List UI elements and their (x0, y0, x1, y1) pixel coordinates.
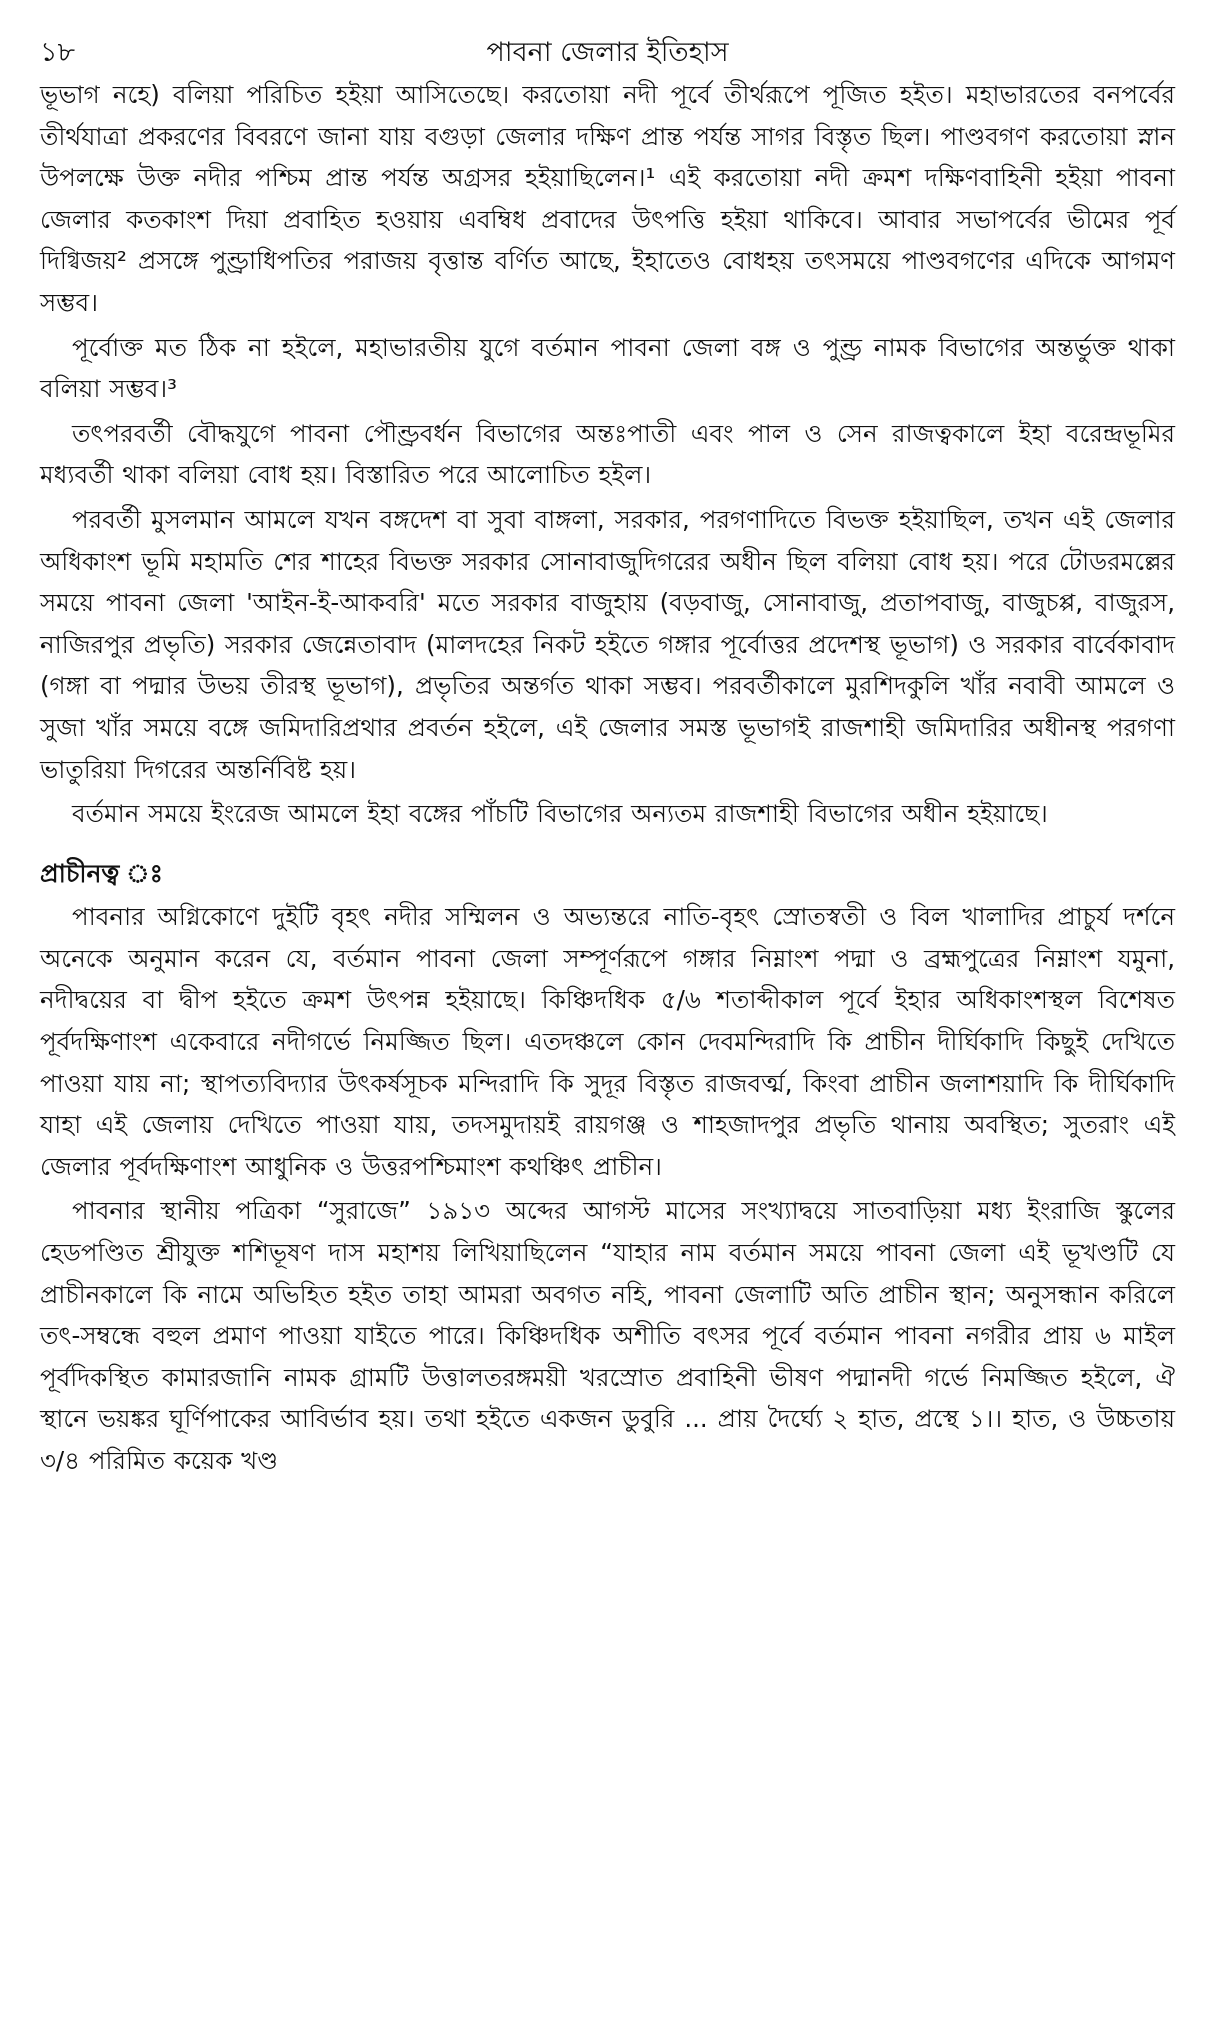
section-heading: প্রাচীনত্ব ঃ (40, 858, 164, 888)
page-body (40, 74, 1175, 1482)
paragraph: ভূভাগ নহে) বলিয়া পরিচিত হইয়া আসিতেছে। করতোয়া নদী পূর্বে তীর্থরূপে পূজিত হইত। মহাভারতের বনপর্বের তীর্থযাত্রা প্রকরণের বিবরণে জানা যায় বগুড়া জেলার দক্ষিণ প্রান্ত পর্যন্ত সাগর বিস্তৃত ছিল। পাণ্ডবগণ করতোয়া স্নান উপলক্ষে উক্ত নদীর পশ্চিম প্রান্ত পর্যন্ত অগ্রসর হইয়াছিলেন।¹ এই করতোয়া নদী ক্রমশ দক্ষিণবাহিনী হইয়া পাবনা জেলার কতকাংশ দিয়া প্রবাহিত হওয়ায় এবম্বিধ প্রবাদের উৎপত্তি হইয়া থাকিবে। আবার সভাপর্বের ভীমের পূর্ব দিগ্বিজয়² প্রসঙ্গে পুণ্ড্রাধিপতির পরাজয় বৃত্তান্ত বর্ণিত আছে, ইহাতেও বোধহয় তৎসময়ে পাণ্ডবগণের এদিকে আগমণ সম্ভব। (40, 80, 1175, 317)
paragraph: পাবনার স্থানীয় পত্রিকা “সুরাজে” ১৯১৩ অব্দের আগস্ট মাসের সংখ্যাদ্বয়ে সাতবাড়িয়া মধ্য ইংরাজি স্কুলের হেডপণ্ডিত শ্রীযুক্ত শশিভূষণ দাস মহাশয় লিখিয়াছিলেন “যাহার নাম বর্তমান সময়ে পাবনা জেলা এই ভূখণ্ডটি যে প্রাচীনকালে কি নামে অভিহিত হইত তাহা আমরা অবগত নহি, পাবনা জেলাটি অতি প্রাচীন স্থান; অনুসন্ধান করিলে তৎ-সম্বন্ধে বহুল প্রমাণ পাওয়া যাইতে পারে। কিঞ্চিদধিক অশীতি বৎসর পূর্বে বর্তমান পাবনা নগরীর প্রায় ৬ মাইল পূর্বদিকস্থিত কামারজানি নামক গ্রামটি উত্তালতরঙ্গময়ী খরস্রোত প্রবাহিনী ভীষণ পদ্মানদী গর্ভে নিমজ্জিত হইলে, ঐ স্থানে ভয়ঙ্কর ঘূর্ণিপাকের আবির্ভাব হয়। তথা হইতে একজন ডুবুরি ... প্রায় দৈর্ঘ্যে ২ হাত, প্রস্থে ১।। হাত, ও উচ্চতায় ৩/৪ পরিমিত কয়েক খণ্ড (40, 1196, 1175, 1475)
running-title: পাবনা জেলার ইতিহাস (486, 37, 729, 68)
page-number: ১৮ (40, 37, 76, 68)
paragraph: বর্তমান সময়ে ইংরেজ আমলে ইহা বঙ্গের পাঁচটি বিভাগের অন্যতম রাজশাহী বিভাগের অধীন হইয়াছে। (72, 799, 1048, 829)
paragraph: তৎপরবর্তী বৌদ্ধযুগে পাবনা পৌণ্ড্রবর্ধন বিভাগের অন্তঃপাতী এবং পাল ও সেন রাজত্বকালে ইহা বরেন্দ্রভূমির মধ্যবর্তী থাকা বলিয়া বোধ হয়। বিস্তারিত পরে আলোচিত হইল। (40, 418, 1175, 490)
paragraph: পরবর্তী মুসলমান আমলে যখন বঙ্গদেশ বা সুবা বাঙ্গলা, সরকার, পরগণাদিতে বিভক্ত হইয়াছিল, তখন এই জেলার অধিকাংশ ভূমি মহামতি শের শাহের বিভক্ত সরকার সোনাবাজুদিগরের অধীন ছিল বলিয়া বোধ হয়। পরে টোডরমল্লের সময়ে পাবনা জেলা 'আইন-ই-আকবরি' মতে সরকার বাজুহায় (বড়বাজু, সোনাবাজু, প্রতাপবাজু, বাজুচপ্প, বাজুরস, নাজিরপুর প্রভৃতি) সরকার জেন্নেতাবাদ (মালদহের নিকট হইতে গঙ্গার পূর্বোত্তর প্রদেশস্থ ভূভাগ) ও সরকার বার্বেকাবাদ (গঙ্গা বা পদ্মার উভয় তীরস্থ ভূভাগ), প্রভৃতির অন্তর্গত থাকা সম্ভব। পরবর্তীকালে মুরশিদকুলি খাঁর নবাবী আমলে ও সুজা খাঁর সময়ে বঙ্গে জমিদারিপ্রথার প্রবর্তন হইলে, এই জেলার সমস্ত ভূভাগই রাজশাহী জমিদারির অধীনস্থ পরগণা ভাতুরিয়া দিগরের অন্তর্নিবিষ্ট হয়। (40, 504, 1175, 784)
book-page (40, 28, 1175, 2018)
paragraph: পাবনার অগ্নিকোণে দুইটি বৃহৎ নদীর সম্মিলন ও অভ্যন্তরে নাতি-বৃহৎ স্রোতস্বতী ও বিল খালাদির প্রাচুর্য দর্শনে অনেকে অনুমান করেন যে, বর্তমান পাবনা জেলা সম্পূর্ণরূপে গঙ্গার নিম্নাংশ পদ্মা ও ব্রহ্মপুত্রের নিম্নাংশ যমুনা, নদীদ্বয়ের বা দ্বীপ হইতে ক্রমশ উৎপন্ন হইয়াছে। কিঞ্চিদধিক ৫/৬ শতাব্দীকাল পূর্বে ইহার অধিকাংশস্থল বিশেষত পূর্বদক্ষিণাংশ একেবারে নদীগর্ভে নিমজ্জিত ছিল। এতদঞ্চলে কোন দেবমন্দিরাদি কি প্রাচীন দীর্ঘিকাদি কিছুই দেখিতে পাওয়া যায় না; স্থাপত্যবিদ্যার উৎকর্ষসূচক মন্দিরাদি কি সুদূর বিস্তৃত রাজবর্ত্ম, কিংবা প্রাচীন জলাশয়াদি কি দীর্ঘিকাদি যাহা এই জেলায় দেখিতে পাওয়া যায়, তদসমুদায়ই রায়গঞ্জ ও শাহজাদপুর প্রভৃতি থানায় অবস্থিত; সুতরাং এই জেলার পূর্বদক্ষিণাংশ আধুনিক ও উত্তরপশ্চিমাংশ কথঞ্চিৎ প্রাচীন। (40, 902, 1175, 1181)
page-header (40, 28, 1175, 74)
paragraph: পূর্বোক্ত মত ঠিক না হইলে, মহাভারতীয় যুগে বর্তমান পাবনা জেলা বঙ্গ ও পুণ্ড্র নামক বিভাগের অন্তর্ভুক্ত থাকা বলিয়া সম্ভব।³ (40, 332, 1175, 404)
